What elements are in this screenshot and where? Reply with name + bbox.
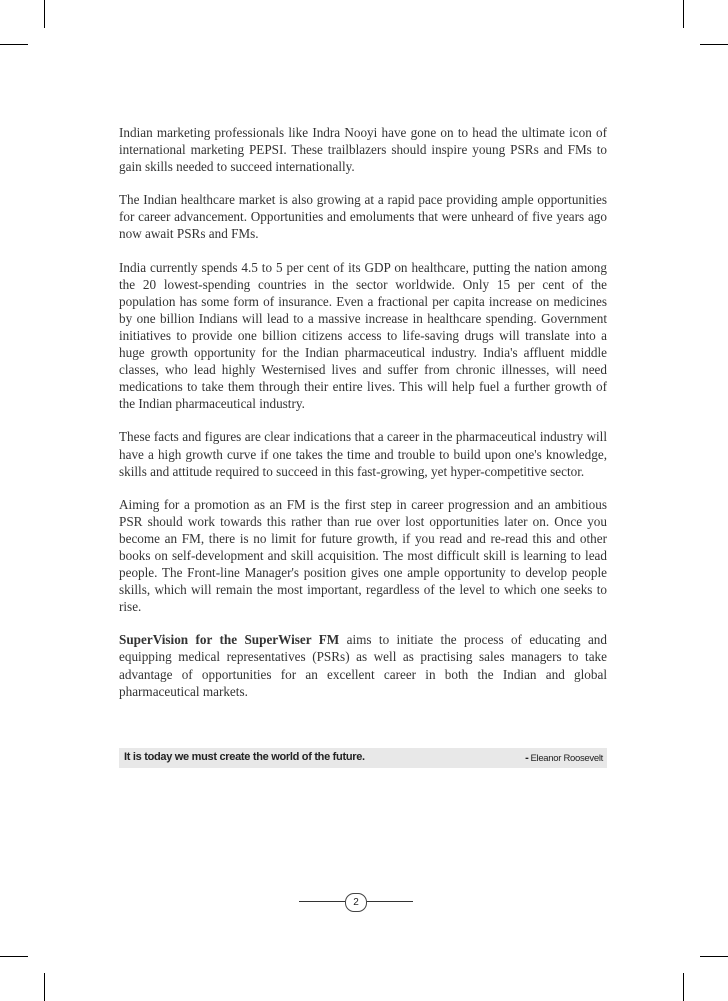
- crop-mark-bottom-right-vertical: [683, 973, 684, 1001]
- page-number: 2: [345, 893, 367, 912]
- quote-author-block: [525, 752, 603, 764]
- page-number-rule-left: [299, 901, 345, 902]
- paragraph-4: These facts and figures are clear indications that a career in the pharmaceutical industry will have a high growth curve if one takes the time and trouble to build upon one's knowledge, skills and attitude required to succeed in this fast-growing, yet hyper-competitive sector.: [119, 429, 607, 479]
- paragraph-6-text: aims to initiate the process of educating and equipping medical representatives (PSRs) as well as practising sales managers to take advantage of opportunities for an excellent career in both the Indian and global pharmaceutical markets.: [119, 632, 607, 699]
- quote-bar: [119, 748, 607, 768]
- paragraph-3: India currently spends 4.5 to 5 per cent of its GDP on healthcare, putting the nation among the 20 lowest-spending countries in the sector worldwide. Only 15 per cent of the population has some form of insurance. Even a fractional per capita increase on medicines by one billion Indians will lead to a massive increase in healthcare spending. Government initiatives to provide one billion citizens access to life-saving drugs will translate into a huge growth opportunity for the Indian pharmaceutical industry. India's affluent middle classes, who lead highly Westernised lives and suffer from chronic illnesses, will need medications to take them through their entire lives. This will help fuel a further growth of the Indian pharmaceutical industry.: [119, 259, 607, 412]
- book-title: SuperVision for the SuperWiser FM: [119, 632, 340, 648]
- page-body: [119, 124, 607, 700]
- paragraph-2: The Indian healthcare market is also growing at a rapid pace providing ample opportunities for career advancement. Opportunities and emoluments that were unheard of five years ago now await PSRs and FMs.: [119, 192, 607, 242]
- paragraph-5: Aiming for a promotion as an FM is the first step in career progression and an ambitious PSR should work towards this rather than rue over lost opportunities later on. Once you become an FM, there is no limit for future growth, if you read and re-read this and other books on self-development and skill acquisition. The most difficult skill is learning to lead people. The Front-line Manager's position gives one ample opportunity to develop people skills, which will remain the most important, regardless of the level to which one seeks to rise.: [119, 496, 607, 615]
- crop-mark-top-right-vertical: [683, 0, 684, 28]
- page-number-rule-right: [367, 901, 413, 902]
- quote-text: It is today we must create the world of the future.: [124, 751, 365, 763]
- quote-dash: -: [525, 752, 529, 764]
- crop-mark-top-right-horizontal: [700, 44, 728, 45]
- crop-mark-bottom-right-horizontal: [700, 956, 728, 957]
- crop-mark-top-left-horizontal: [0, 44, 28, 45]
- quote-author: Eleanor Roosevelt: [530, 753, 603, 764]
- crop-mark-top-left-vertical: [44, 0, 45, 28]
- crop-mark-bottom-left-vertical: [44, 973, 45, 1001]
- crop-mark-bottom-left-horizontal: [0, 956, 28, 957]
- paragraph-1: Indian marketing professionals like Indra Nooyi have gone on to head the ultimate icon of international marketing PEPSI. These trailblazers should inspire young PSRs and FMs to gain skills needed to succeed internationally.: [119, 125, 607, 175]
- paragraph-6: [119, 631, 607, 699]
